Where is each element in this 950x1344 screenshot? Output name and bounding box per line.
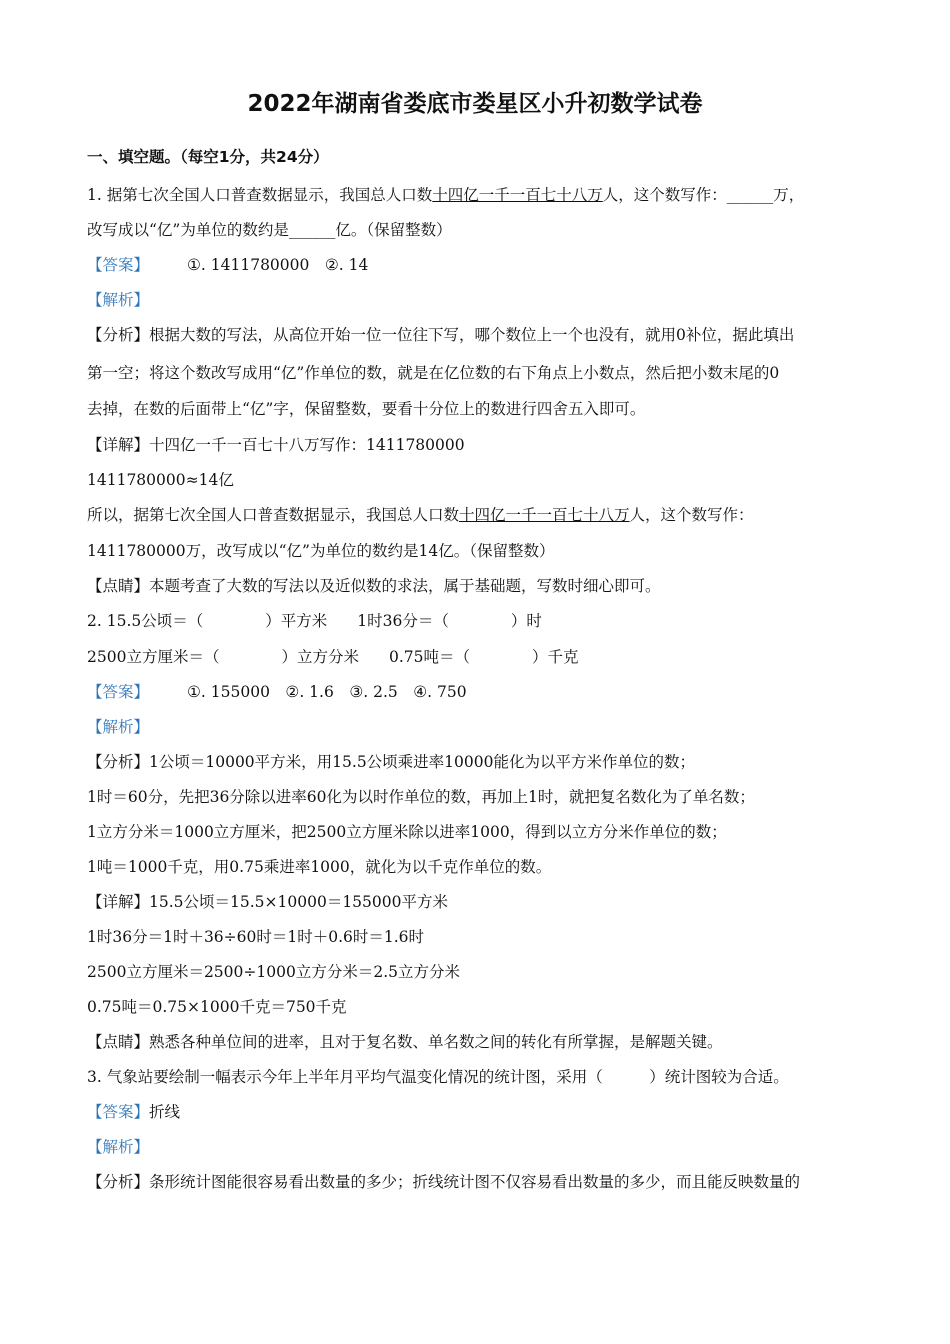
q2-line-1: 2. 15.5公顷＝（ ）平方米 1时36分＝（ ）时 — [87, 612, 542, 630]
q3-fenxi-1: 【分析】条形统计图能很容易看出数量的多少；折线统计图不仅容易看出数量的多少，而且能反映数量的 — [87, 1173, 801, 1191]
q1-fenxi-1: 【分析】根据大数的写法，从高位开始一位一位往下写，哪个数位上一个也没有，就用0补位，据此填出 — [87, 326, 795, 344]
q1-fenxi-3: 去掉，在数的后面带上“亿”字，保留整数，要看十分位上的数进行四舍五入即可。 — [87, 400, 646, 418]
q2-answer: 【答案】 ①. 155000 ②. 1.6 ③. 2.5 ④. 750 — [87, 683, 467, 701]
q2-detail-2: 1时36分＝1时＋36÷60时＝1时＋0.6时＝1.6时 — [87, 928, 425, 946]
q2-detail-4: 0.75吨＝0.75×1000千克＝750千克 — [87, 998, 347, 1016]
q1-detail-3: 所以，据第七次全国人口普查数据显示，我国总人口数十四亿一千一百七十八万人，这个数写作： — [87, 506, 754, 524]
q2-fenxi-3: 1立方分米＝1000立方厘米，把2500立方厘米除以进率1000，得到以立方分米作单位的数； — [87, 823, 727, 841]
q3-answer: 【答案】折线 — [87, 1103, 181, 1121]
q3-line-1: 3. 气象站要绘制一幅表示今年上半年月平均气温变化情况的统计图，采用（ ）统计图较为合适。 — [87, 1068, 789, 1086]
q2-detail-3: 2500立方厘米＝2500÷1000立方分米＝2.5立方分米 — [87, 963, 460, 981]
q1-detail-1: 【详解】十四亿一千一百七十八万写作：1411780000 — [87, 436, 465, 454]
q1-fenxi-2: 第一空；将这个数改写成用“亿”作单位的数，就是在亿位数的右下角点上小数点，然后把小数末尾的0 — [87, 364, 780, 382]
answer-tag: 【答案】 — [87, 256, 150, 274]
q1-detail-underlined: 十四亿一千一百七十八万 — [459, 506, 630, 524]
answer-tag: 【答案】 — [87, 1103, 150, 1121]
q1-comment: 【点睛】本题考查了大数的写法以及近似数的求法，属于基础题，写数时细心即可。 — [87, 577, 661, 595]
page-title: 2022年湖南省娄底市娄星区小升初数学试卷 — [247, 91, 703, 117]
q2-fenxi-2: 1时＝60分，先把36分除以进率60化为以时作单位的数，再加上1时，就把复名数化为了单名数； — [87, 788, 755, 806]
q2-detail-1: 【详解】15.5公顷＝15.5×10000＝155000平方米 — [87, 893, 448, 911]
q1-line-2: 改写成以“亿”为单位的数约是______亿。（保留整数） — [87, 221, 452, 239]
section-heading: 一、填空题。（每空1分，共24分） — [87, 148, 329, 166]
q2-fenxi-4: 1吨＝1000千克，用0.75乘进率1000，就化为以千克作单位的数。 — [87, 858, 552, 876]
q1-underlined-number: 十四亿一千一百七十八万 — [432, 186, 603, 204]
answer-tag: 【答案】 — [87, 683, 150, 701]
q1-detail-2: 1411780000≈14亿 — [87, 471, 234, 489]
q1-answer: 【答案】 ①. 1411780000 ②. 14 — [87, 256, 369, 274]
q2-comment: 【点睛】熟悉各种单位间的进率，且对于复名数、单名数之间的转化有所掌握，是解题关键。 — [87, 1033, 723, 1051]
q2-fenxi-1: 【分析】1公顷＝10000平方米，用15.5公顷乘进率10000能化为以平方米作单位的数； — [87, 753, 695, 771]
q1-line-1: 1. 据第七次全国人口普查数据显示，我国总人口数十四亿一千一百七十八万人，这个数写作：______万， — [87, 186, 805, 204]
q1-detail-4: 1411780000万，改写成以“亿”为单位的数约是14亿。（保留整数） — [87, 542, 555, 560]
q1-analysis-tag: 【解析】 — [87, 291, 150, 309]
q2-analysis-tag: 【解析】 — [87, 718, 150, 736]
q2-line-2: 2500立方厘米＝（ ）立方分米 0.75吨＝（ ）千克 — [87, 648, 579, 666]
q3-analysis-tag: 【解析】 — [87, 1138, 150, 1156]
